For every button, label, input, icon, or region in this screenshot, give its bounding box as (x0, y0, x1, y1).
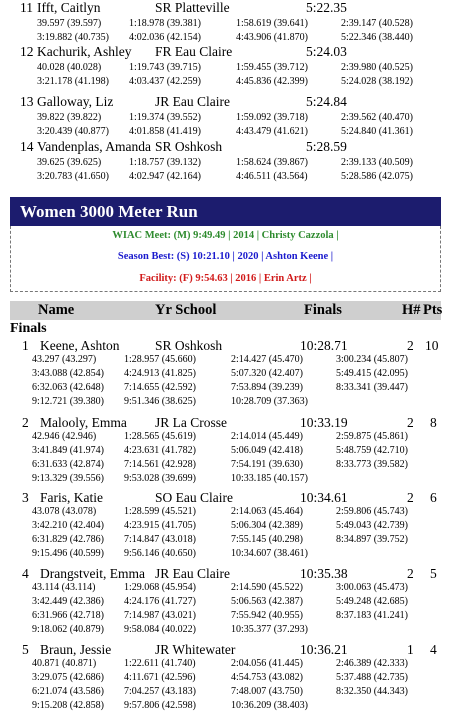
split-time: 6:31.633 (42.874) (32, 459, 104, 470)
split-time: 2:14.590 (45.522) (231, 582, 303, 593)
heat-number: 2 (407, 490, 414, 505)
split-time: 4:43.479 (41.621) (236, 126, 308, 137)
split-time: 3:19.882 (40.735) (37, 32, 109, 43)
split-time: 9:57.806 (42.598) (124, 700, 196, 711)
split-time: 6:21.074 (43.586) (32, 686, 104, 697)
year-school: SR Oshkosh (155, 139, 223, 154)
split-time: 10:28.709 (37.363) (231, 396, 308, 407)
split-time: 10:33.185 (40.157) (231, 473, 308, 484)
split-time: 5:48.759 (42.710) (336, 445, 408, 456)
split-time: 7:54.191 (39.630) (231, 459, 303, 470)
split-time: 1:28.599 (45.521) (124, 506, 196, 517)
split-time: 5:06.304 (42.389) (231, 520, 303, 531)
split-time: 2:04.056 (41.445) (231, 658, 303, 669)
finals-time: 10:33.19 (300, 415, 348, 430)
split-time: 6:31.829 (42.786) (32, 534, 104, 545)
split-time: 8:32.350 (44.343) (336, 686, 408, 697)
split-time: 10:36.209 (38.403) (231, 700, 308, 711)
split-time: 2:59.875 (45.861) (336, 431, 408, 442)
record-line: WIAC Meet: (M) 9:49.49 | 2014 | Christy Cazzola | (112, 230, 339, 241)
split-time: 4:11.671 (42.596) (124, 672, 196, 683)
athlete-name: Drangstveit, Emma (40, 566, 145, 581)
split-time: 2:39.147 (40.528) (341, 18, 413, 29)
athlete-name: Faris, Katie (40, 490, 103, 505)
split-time: 3:41.849 (41.974) (32, 445, 104, 456)
record-line: Season Best: (S) 10:21.10 | 2020 | Ashton Keene | (117, 251, 334, 262)
split-time: 1:28.957 (45.660) (124, 354, 196, 365)
split-time: 1:58.624 (39.867) (236, 157, 308, 168)
year-school: JR Eau Claire (155, 566, 230, 581)
athlete-name: Ifft, Caitlyn (37, 0, 101, 15)
split-time: 7:04.257 (43.183) (124, 686, 196, 697)
split-time: 4:24.913 (41.825) (124, 368, 196, 379)
heat-number: 2 (407, 415, 414, 430)
split-time: 2:14.427 (45.470) (231, 354, 303, 365)
split-time: 7:14.561 (42.928) (124, 459, 196, 470)
header-name: Name (38, 302, 75, 318)
split-time: 5:24.028 (38.192) (341, 76, 413, 87)
heat-number: 2 (407, 566, 414, 581)
split-time: 8:37.183 (41.241) (336, 610, 408, 621)
split-time: 3:42.210 (42.404) (32, 520, 104, 531)
points: 4 (430, 642, 437, 657)
heat-number: 2 (407, 338, 414, 353)
split-time: 3:42.449 (42.386) (32, 596, 104, 607)
split-time: 40.871 (40.871) (32, 658, 97, 669)
year-school: SR Oshkosh (155, 338, 223, 353)
header-bar (10, 301, 441, 320)
split-time: 5:37.488 (42.735) (336, 672, 408, 683)
split-time: 39.625 (39.625) (37, 157, 102, 168)
finals-time: 10:35.38 (300, 566, 348, 581)
split-time: 7:55.145 (40.298) (231, 534, 303, 545)
athlete-name: Malooly, Emma (40, 415, 127, 430)
split-time: 9:56.146 (40.650) (124, 548, 196, 559)
result-place: 14 (20, 139, 34, 154)
athlete-name: Galloway, Liz (37, 94, 114, 109)
finals-time: 10:34.61 (300, 490, 348, 505)
athlete-name: Braun, Jessie (40, 642, 112, 657)
split-time: 4:24.176 (41.727) (124, 596, 196, 607)
split-time: 1:28.565 (45.619) (124, 431, 196, 442)
split-time: 9:15.208 (42.858) (32, 700, 104, 711)
split-time: 4:43.906 (41.870) (236, 32, 308, 43)
split-time: 4:23.915 (41.705) (124, 520, 196, 531)
split-time: 7:48.007 (43.750) (231, 686, 303, 697)
result-place: 11 (20, 0, 33, 15)
split-time: 1:58.619 (39.641) (236, 18, 308, 29)
split-time: 9:13.329 (39.556) (32, 473, 104, 484)
split-time: 9:53.028 (39.699) (124, 473, 196, 484)
split-time: 4:01.858 (41.419) (129, 126, 201, 137)
split-time: 7:53.894 (39.239) (231, 382, 303, 393)
header-finals: Finals (304, 302, 342, 318)
split-time: 4:45.836 (42.399) (236, 76, 308, 87)
year-school: JR Whitewater (155, 642, 236, 657)
split-time: 10:35.377 (37.293) (231, 624, 308, 635)
athlete-name: Keene, Ashton (40, 338, 120, 353)
result-place: 12 (20, 44, 34, 59)
year-school: FR Eau Claire (155, 44, 233, 59)
split-time: 2:14.014 (45.449) (231, 431, 303, 442)
split-time: 1:18.757 (39.132) (129, 157, 201, 168)
split-time: 1:59.455 (39.712) (236, 62, 308, 73)
split-time: 42.946 (42.946) (32, 431, 97, 442)
split-time: 3:43.088 (42.854) (32, 368, 104, 379)
split-time: 9:51.346 (38.625) (124, 396, 196, 407)
split-time: 5:06.049 (42.418) (231, 445, 303, 456)
record-line: Facility: (F) 9:54.63 | 2016 | Erin Artz | (139, 273, 312, 284)
split-time: 5:49.415 (42.095) (336, 368, 408, 379)
year-school: SO Eau Claire (155, 490, 233, 505)
result-place: 5 (22, 642, 29, 657)
finals-time: 10:36.21 (300, 642, 348, 657)
split-time: 2:39.980 (40.525) (341, 62, 413, 73)
split-time: 4:54.753 (43.082) (231, 672, 303, 683)
split-time: 5:49.248 (42.685) (336, 596, 408, 607)
split-time: 5:24.840 (41.361) (341, 126, 413, 137)
split-time: 7:14.987 (43.021) (124, 610, 196, 621)
split-time: 4:02.036 (42.154) (129, 32, 201, 43)
header-points: Pts (423, 302, 443, 318)
split-time: 9:15.496 (40.599) (32, 548, 104, 559)
split-time: 9:18.062 (40.879) (32, 624, 104, 635)
split-time: 5:49.043 (42.739) (336, 520, 408, 531)
split-time: 5:28.586 (42.075) (341, 171, 413, 182)
points: 5 (430, 566, 437, 581)
finals-time: 10:28.71 (300, 338, 348, 353)
split-time: 9:58.084 (40.022) (124, 624, 196, 635)
points: 10 (425, 338, 439, 353)
split-time: 6:31.966 (42.718) (32, 610, 104, 621)
year-school: SR Platteville (155, 0, 230, 15)
finals-time: 5:24.84 (306, 94, 347, 109)
split-time: 2:14.063 (45.464) (231, 506, 303, 517)
finals-time: 5:24.03 (306, 44, 347, 59)
split-time: 8:33.341 (39.447) (336, 382, 408, 393)
result-place: 4 (22, 566, 29, 581)
split-time: 2:39.562 (40.470) (341, 112, 413, 123)
split-time: 43.297 (43.297) (32, 354, 97, 365)
split-time: 10:34.607 (38.461) (231, 548, 308, 559)
result-place: 13 (20, 94, 34, 109)
finals-time: 5:28.59 (306, 139, 347, 154)
split-time: 3:29.075 (42.686) (32, 672, 104, 683)
split-time: 43.114 (43.114) (32, 582, 96, 593)
heat-number: 1 (407, 642, 414, 657)
split-time: 1:19.743 (39.715) (129, 62, 201, 73)
split-time: 7:55.942 (40.955) (231, 610, 303, 621)
split-time: 2:59.806 (45.743) (336, 506, 408, 517)
points: 6 (430, 490, 437, 505)
result-place: 2 (22, 415, 29, 430)
split-time: 3:20.783 (41.650) (37, 171, 109, 182)
split-time: 39.822 (39.822) (37, 112, 102, 123)
split-time: 3:21.178 (41.198) (37, 76, 109, 87)
split-time: 4:46.511 (43.564) (236, 171, 308, 182)
split-time: 2:39.133 (40.509) (341, 157, 413, 168)
split-time: 1:59.092 (39.718) (236, 112, 308, 123)
split-time: 1:19.374 (39.552) (129, 112, 201, 123)
split-time: 8:33.773 (39.582) (336, 459, 408, 470)
finals-time: 5:22.35 (306, 0, 347, 15)
split-time: 9:12.721 (39.380) (32, 396, 104, 407)
header-heat: H# (402, 302, 421, 318)
split-time: 4:23.631 (41.782) (124, 445, 196, 456)
split-time: 4:03.437 (42.259) (129, 76, 201, 87)
split-time: 3:20.439 (40.877) (37, 126, 109, 137)
split-time: 8:34.897 (39.752) (336, 534, 408, 545)
result-place: 1 (22, 338, 29, 353)
split-time: 5:22.346 (38.440) (341, 32, 413, 43)
split-time: 3:00.234 (45.807) (336, 354, 408, 365)
points: 8 (430, 415, 437, 430)
result-place: 3 (22, 490, 29, 505)
year-school: JR La Crosse (155, 415, 227, 430)
split-time: 1:29.068 (45.954) (124, 582, 196, 593)
records-box (10, 226, 441, 292)
split-time: 39.597 (39.597) (37, 18, 102, 29)
split-time: 3:00.063 (45.473) (336, 582, 408, 593)
section-label: Finals (10, 321, 47, 336)
year-school: JR Eau Claire (155, 94, 230, 109)
split-time: 1:22.611 (41.740) (124, 658, 196, 669)
split-time: 4:02.947 (42.164) (129, 171, 201, 182)
split-time: 6:32.063 (42.648) (32, 382, 104, 393)
split-time: 7:14.655 (42.592) (124, 382, 196, 393)
athlete-name: Kachurik, Ashley (37, 44, 132, 59)
event-title: Women 3000 Meter Run (10, 197, 441, 226)
split-time: 40.028 (40.028) (37, 62, 102, 73)
split-time: 5:06.563 (42.387) (231, 596, 303, 607)
split-time: 1:18.978 (39.381) (129, 18, 201, 29)
header-yr-school: Yr School (155, 302, 217, 318)
split-time: 2:46.389 (42.333) (336, 658, 408, 669)
split-time: 43.078 (43.078) (32, 506, 97, 517)
split-time: 7:14.847 (43.018) (124, 534, 196, 545)
split-time: 5:07.320 (42.407) (231, 368, 303, 379)
athlete-name: Vandenplas, Amanda (37, 139, 151, 154)
